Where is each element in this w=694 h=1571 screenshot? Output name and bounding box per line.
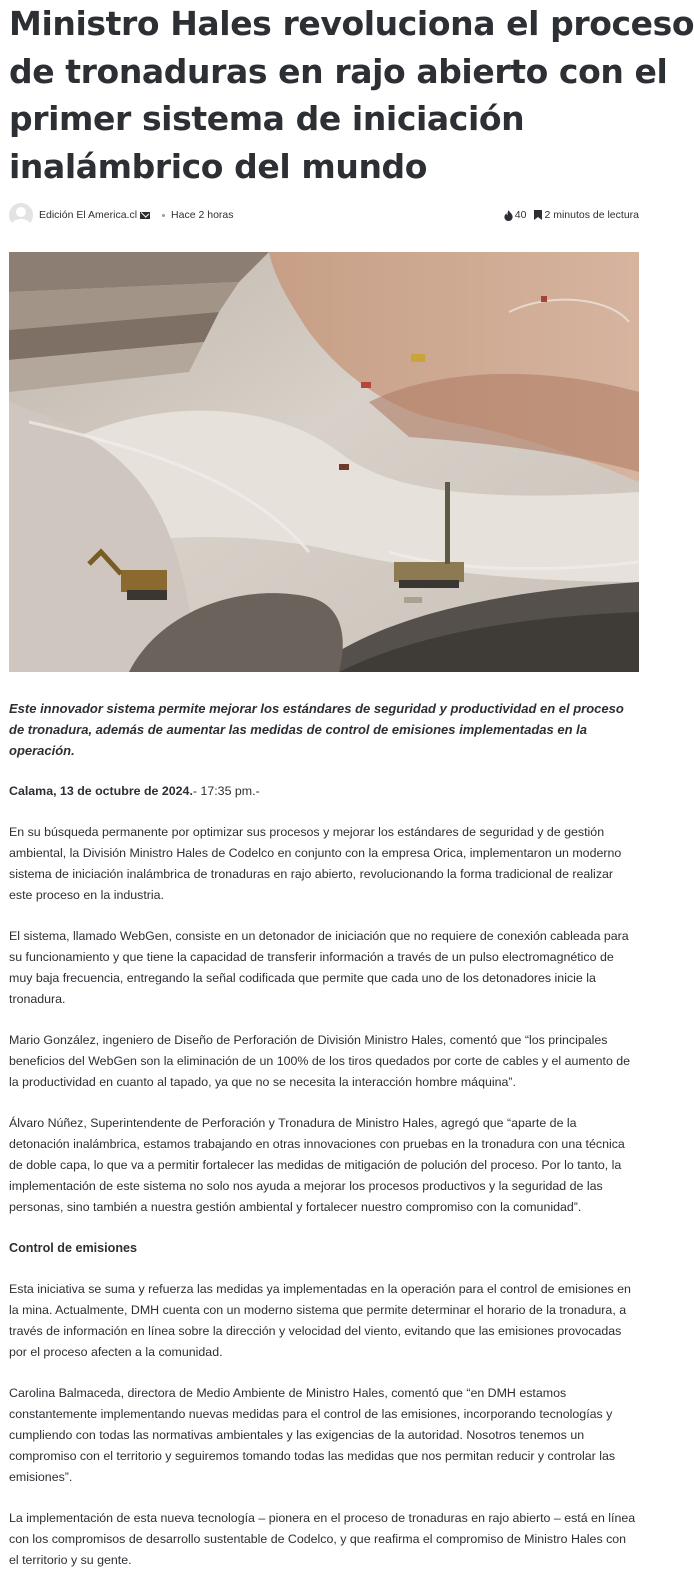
read-time <box>534 209 639 221</box>
article-lead: Este innovador sistema permite mejorar los estándares de seguridad y productividad en el proceso de tronadura, además de aumentar las medidas de control de emisiones implementadas en la operación. <box>9 701 624 758</box>
headline-line: Ministro Hales revoluciona el proceso <box>9 4 694 43</box>
views-value: 40 <box>514 209 527 221</box>
hero-photo-open-pit-mine <box>9 252 639 672</box>
article-dateline <box>9 781 639 802</box>
article-paragraph: La implementación de esta nueva tecnología – pionera en el proceso de tronaduras en rajo abierto – está en línea con los compromisos de desarrollo sustentable de Codelco, y que reafirma el compromiso de Ministro Hales con el territorio y su gente. <box>9 1511 636 1567</box>
read-time-value: 2 minutos de lectura <box>544 209 639 221</box>
article-paragraph: El sistema, llamado WebGen, consiste en un detonador de iniciación que no requiere de conexión cableada para su funcionamiento y que tiene la capacidad de transferir información a través de un pulso electromagnético de muy baja frecuencia, entregando la señal codificada que permite que cada uno de los detonadores inicie la tronadura. <box>9 929 629 1006</box>
article-paragraph: Mario González, ingeniero de Diseño de Perforación de División Ministro Hales, comentó que “los principales beneficios del WebGen son la eliminación de un 100% de los tiros quedados por corte de cables y el aumento de la productividad en cuanto al tapado, ya que no se necesita la interacción hombre máquina”. <box>9 1033 631 1089</box>
bookmark-icon <box>534 210 542 220</box>
time-ago: Hace 2 horas <box>171 209 234 221</box>
headline-line: primer sistema de iniciación <box>9 99 525 138</box>
views-count <box>504 209 527 221</box>
meta-separator <box>162 214 165 217</box>
article-paragraph: Álvaro Núñez, Superintendente de Perforación y Tronadura de Ministro Hales, agregó que “aparte de la detonación inalámbrica, estamos trabajando en otras innovaciones con pruebas en la tronadura con una técnica de doble capa, lo que va a permitir fortalecer las medidas de mitigación de polución del proceso. Por lo tanto, la implementación de este sistema no solo nos ayuda a mejorar los procesos productivos y la seguridad de las personas, sino también a nuestra gestión ambiental y fortalecer nuestro compromiso con la comunidad”. <box>9 1116 625 1214</box>
article-meta <box>9 200 639 230</box>
author-link[interactable]: Edición El America.cl <box>39 209 138 221</box>
article-paragraph: En su búsqueda permanente por optimizar sus procesos y mejorar los estándares de seguridad y de gestión ambiental, la División Ministro Hales de Codelco en conjunto con la empresa Orica, implementaron un moderno sistema de iniciación inalámbrica de tronaduras en rajo abierto, revolucionando la forma tradicional de realizar este proceso en la industria. <box>9 825 622 902</box>
mail-icon[interactable] <box>140 212 150 219</box>
headline-line: de tronaduras en rajo abierto con el <box>9 51 668 91</box>
article-paragraph: Carolina Balmaceda, directora de Medio Ambiente de Ministro Hales, comentó que “en DMH estamos constantemente implementando nuevas medidas para el control de las emisiones, incorporando tecnologías y cumpliendo con todas las normativas ambientales y las exigencias de la autoridad. Nosotros tenemos un compromiso con el territorio y seguiremos tomando todas las medidas que nos permitan reducir y controlar las emisiones”. <box>9 1386 616 1484</box>
article-paragraph: Esta iniciativa se suma y refuerza las medidas ya implementadas en la operación para el control de emisiones en la mina. Actualmente, DMH cuenta con un moderno sistema que permite determinar el horario de la tronadura, a través de información en línea sobre la dirección y velocidad del viento, evitando que las emisiones provocadas por el proceso afecten a la comunidad. <box>9 1282 631 1359</box>
dateline-time: - 17:35 pm.- <box>192 784 260 798</box>
headline-line: inalámbrico del mundo <box>9 146 428 186</box>
user-avatar-icon[interactable] <box>9 203 33 227</box>
section-heading: Control de emisiones <box>9 1241 138 1255</box>
article-headline <box>9 0 694 190</box>
fire-icon <box>504 210 513 221</box>
dateline-place-date: Calama, 13 de octubre de 2024. <box>9 784 193 798</box>
